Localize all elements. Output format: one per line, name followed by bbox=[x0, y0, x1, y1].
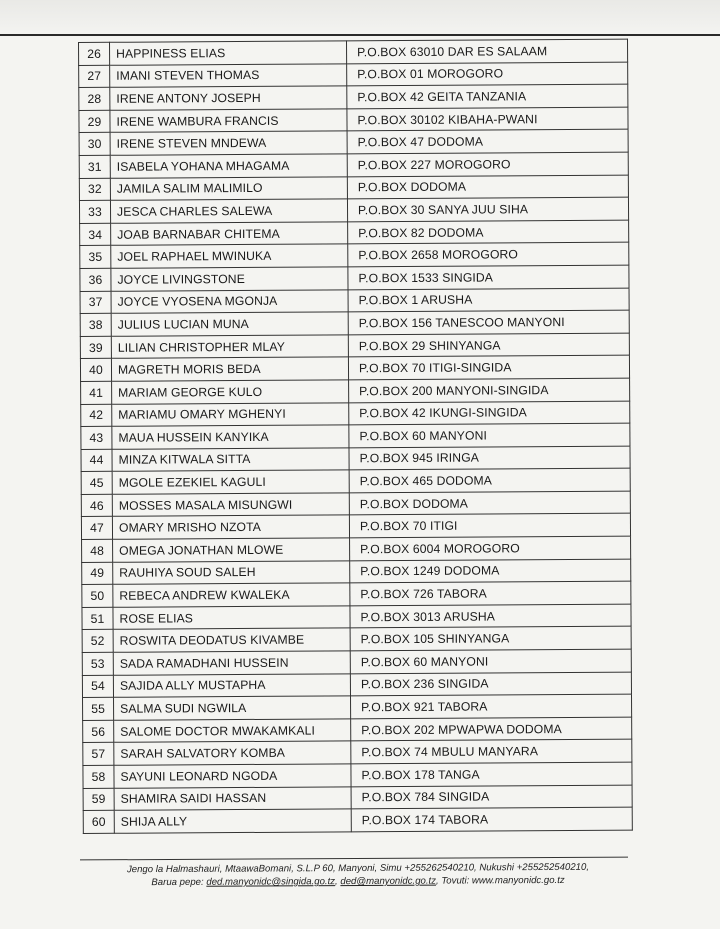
footer-email-label: Barua pepe: bbox=[151, 876, 207, 889]
row-number: 26 bbox=[79, 42, 110, 65]
person-name: IRENE STEVEN MNDEWA bbox=[110, 131, 347, 155]
person-name: SALOME DOCTOR MWAKAMKALI bbox=[114, 719, 351, 743]
header-rule bbox=[0, 34, 720, 36]
row-number: 58 bbox=[83, 765, 114, 788]
person-name: JESCA CHARLES SALEWA bbox=[110, 199, 347, 223]
person-name: SAYUNI LEONARD NGODA bbox=[114, 764, 351, 788]
table-row bbox=[80, 355, 629, 381]
postal-address: P.O.BOX 3013 ARUSHA bbox=[350, 604, 631, 628]
person-name: MOSSES MASALA MISUNGWI bbox=[112, 493, 349, 517]
postal-address: P.O.BOX 42 GEITA TANZANIA bbox=[347, 84, 628, 108]
person-name: JOYCE VYOSENA MGONJA bbox=[111, 289, 348, 313]
person-name: HAPPINESS ELIAS bbox=[110, 41, 347, 65]
person-name: SAJIDA ALLY MUSTAPHA bbox=[113, 673, 350, 697]
postal-address: P.O.BOX 465 DODOMA bbox=[349, 468, 630, 492]
postal-address: P.O.BOX 227 MOROGORO bbox=[347, 152, 628, 176]
footer-address-line: Jengo la Halmashauri, MtaawaBomani, S.L.P 60, Manyoni, Simu +255262540210, Nukushi +255252540210, bbox=[126, 861, 590, 876]
table-row bbox=[81, 401, 630, 427]
table-row bbox=[83, 717, 632, 743]
postal-address: P.O.BOX 156 TANESCOO MANYONI bbox=[348, 310, 629, 334]
postal-address: P.O.BOX 74 MBULU MANYARA bbox=[351, 740, 632, 764]
table-row bbox=[82, 604, 631, 630]
postal-address: P.O.BOX 2658 MOROGORO bbox=[348, 242, 629, 266]
row-number: 30 bbox=[79, 133, 110, 156]
table-row bbox=[83, 807, 632, 833]
row-number: 47 bbox=[81, 517, 112, 540]
table-row bbox=[80, 242, 629, 268]
person-name: MGOLE EZEKIEL KAGULI bbox=[112, 470, 349, 494]
address-table-body bbox=[79, 39, 633, 833]
table-row bbox=[82, 559, 631, 585]
person-name: REBECA ANDREW KWALEKA bbox=[113, 583, 350, 607]
footer-email-link-1[interactable]: ded.manyonidc@singida.go.tz bbox=[206, 876, 336, 888]
table-row bbox=[81, 468, 630, 494]
person-name: IMANI STEVEN THOMAS bbox=[110, 63, 347, 87]
table-row bbox=[80, 265, 629, 291]
person-name: JOYCE LIVINGSTONE bbox=[111, 267, 348, 291]
row-number: 28 bbox=[79, 87, 110, 110]
table-row bbox=[82, 672, 631, 698]
postal-address: P.O.BOX 1 ARUSHA bbox=[348, 288, 629, 312]
person-name: JOAB BARNABAR CHITEMA bbox=[111, 222, 348, 246]
row-number: 42 bbox=[81, 404, 112, 427]
postal-address: P.O.BOX 47 DODOMA bbox=[347, 130, 628, 154]
postal-address: P.O.BOX 1533 SINGIDA bbox=[348, 265, 629, 289]
row-number: 32 bbox=[79, 178, 110, 201]
table-row bbox=[80, 288, 629, 314]
table-row bbox=[82, 627, 631, 653]
row-number: 33 bbox=[79, 200, 110, 223]
table-row bbox=[80, 333, 629, 359]
postal-address: P.O.BOX 60 MANYONI bbox=[349, 423, 630, 447]
person-name: JULIUS LUCIAN MUNA bbox=[111, 312, 348, 336]
postal-address: P.O.BOX 202 MPWAPWA DODOMA bbox=[351, 717, 632, 741]
postal-address: P.O.BOX 29 SHINYANGA bbox=[348, 333, 629, 357]
person-name: MINZA KITWALA SITTA bbox=[112, 448, 349, 472]
postal-address: P.O.BOX 236 SINGIDA bbox=[350, 672, 631, 696]
person-name: RAUHIYA SOUD SALEH bbox=[113, 561, 350, 585]
postal-address: P.O.BOX 105 SHINYANGA bbox=[350, 627, 631, 651]
table-row bbox=[79, 175, 628, 201]
postal-address: P.O.BOX 60 MANYONI bbox=[350, 649, 631, 673]
footer-website: , Tovuti: www.manyonidc.go.tz bbox=[435, 874, 565, 887]
postal-address: P.O.BOX 30 SANYA JUU SIHA bbox=[347, 197, 628, 221]
table-row bbox=[79, 107, 628, 133]
row-number: 40 bbox=[80, 359, 111, 382]
row-number: 44 bbox=[81, 449, 112, 472]
person-name: SALMA SUDI NGWILA bbox=[114, 696, 351, 720]
person-name: MARIAM GEORGE KULO bbox=[112, 380, 349, 404]
person-name: OMEGA JONATHAN MLOWE bbox=[113, 538, 350, 562]
person-name: ROSE ELIAS bbox=[113, 606, 350, 630]
row-number: 55 bbox=[83, 698, 114, 721]
table-row bbox=[83, 762, 632, 788]
postal-address: P.O.BOX 30102 KIBAHA-PWANI bbox=[347, 107, 628, 131]
row-number: 52 bbox=[82, 630, 113, 653]
row-number: 57 bbox=[83, 743, 114, 766]
row-number: 59 bbox=[83, 788, 114, 811]
row-number: 38 bbox=[80, 313, 111, 336]
person-name: ROSWITA DEODATUS KIVAMBE bbox=[113, 628, 350, 652]
row-number: 45 bbox=[81, 472, 112, 495]
person-name: LILIAN CHRISTOPHER MLAY bbox=[111, 335, 348, 359]
person-name: OMARY MRISHO NZOTA bbox=[112, 515, 349, 539]
row-number: 36 bbox=[80, 268, 111, 291]
footer-email-link-2[interactable]: ded@manyonidc.go.tz bbox=[340, 875, 437, 888]
postal-address: P.O.BOX 70 ITIGI bbox=[349, 514, 630, 538]
table-row bbox=[79, 62, 628, 88]
table-row bbox=[81, 446, 630, 472]
person-name: MARIAMU OMARY MGHENYI bbox=[112, 402, 349, 426]
postal-address: P.O.BOX 726 TABORA bbox=[350, 581, 631, 605]
person-name: MAGRETH MORIS BEDA bbox=[111, 357, 348, 381]
person-name: SADA RAMADHANI HUSSEIN bbox=[113, 651, 350, 675]
person-name: SHIJA ALLY bbox=[114, 809, 351, 833]
table-row bbox=[82, 536, 631, 562]
row-number: 53 bbox=[82, 652, 113, 675]
table-row bbox=[81, 378, 630, 404]
table-row bbox=[79, 39, 628, 65]
row-number: 29 bbox=[79, 110, 110, 133]
postal-address: P.O.BOX 178 TANGA bbox=[351, 762, 632, 786]
row-number: 48 bbox=[82, 539, 113, 562]
postal-address: P.O.BOX DODOMA bbox=[347, 175, 628, 199]
table-row bbox=[79, 84, 628, 110]
person-name: ISABELA YOHANA MHAGAMA bbox=[110, 154, 347, 178]
table-row bbox=[80, 310, 629, 336]
table-row bbox=[79, 197, 628, 223]
row-number: 27 bbox=[79, 65, 110, 88]
person-name: MAUA HUSSEIN KANYIKA bbox=[112, 425, 349, 449]
postal-address: P.O.BOX DODOMA bbox=[349, 491, 630, 515]
postal-address: P.O.BOX 945 IRINGA bbox=[349, 446, 630, 470]
postal-address: P.O.BOX 70 ITIGI-SINGIDA bbox=[348, 355, 629, 379]
postal-address: P.O.BOX 200 MANYONI-SINGIDA bbox=[349, 378, 630, 402]
row-number: 37 bbox=[80, 291, 111, 314]
person-name: IRENE WAMBURA FRANCIS bbox=[110, 109, 347, 133]
row-number: 41 bbox=[81, 381, 112, 404]
table-row bbox=[82, 581, 631, 607]
person-name: SARAH SALVATORY KOMBA bbox=[114, 741, 351, 765]
postal-address: P.O.BOX 42 IKUNGI-SINGIDA bbox=[349, 401, 630, 425]
row-number: 39 bbox=[80, 336, 111, 359]
row-number: 51 bbox=[82, 607, 113, 630]
footer bbox=[78, 861, 638, 890]
table-row bbox=[80, 220, 629, 246]
postal-address: P.O.BOX 174 TABORA bbox=[351, 807, 632, 831]
table-row bbox=[81, 514, 630, 540]
postal-address: P.O.BOX 6004 MOROGORO bbox=[350, 536, 631, 560]
table-row bbox=[81, 423, 630, 449]
person-name: JOEL RAPHAEL MWINUKA bbox=[111, 244, 348, 268]
person-name: SHAMIRA SAIDI HASSAN bbox=[114, 786, 351, 810]
row-number: 54 bbox=[82, 675, 113, 698]
table-row bbox=[83, 694, 632, 720]
list-sheet bbox=[78, 39, 629, 834]
address-table bbox=[78, 39, 633, 834]
postal-address: P.O.BOX 01 MOROGORO bbox=[347, 62, 628, 86]
person-name: IRENE ANTONY JOSEPH bbox=[110, 86, 347, 110]
footer-separator: , bbox=[335, 876, 341, 888]
table-row bbox=[83, 785, 632, 811]
table-row bbox=[83, 740, 632, 766]
postal-address: P.O.BOX 63010 DAR ES SALAAM bbox=[346, 39, 627, 63]
page-top-edge bbox=[0, 0, 720, 36]
table-row bbox=[79, 130, 628, 156]
table-row bbox=[81, 491, 630, 517]
table-row bbox=[82, 649, 631, 675]
row-number: 35 bbox=[80, 246, 111, 269]
postal-address: P.O.BOX 1249 DODOMA bbox=[350, 559, 631, 583]
table-row bbox=[79, 152, 628, 178]
postal-address: P.O.BOX 921 TABORA bbox=[351, 694, 632, 718]
row-number: 56 bbox=[83, 720, 114, 743]
row-number: 46 bbox=[81, 494, 112, 517]
person-name: JAMILA SALIM MALIMILO bbox=[110, 176, 347, 200]
postal-address: P.O.BOX 82 DODOMA bbox=[348, 220, 629, 244]
postal-address: P.O.BOX 784 SINGIDA bbox=[351, 785, 632, 809]
row-number: 31 bbox=[79, 155, 110, 178]
row-number: 34 bbox=[80, 223, 111, 246]
row-number: 43 bbox=[81, 426, 112, 449]
row-number: 60 bbox=[83, 810, 114, 833]
row-number: 50 bbox=[82, 585, 113, 608]
footer-rule bbox=[80, 857, 628, 861]
footer-contact-line bbox=[78, 874, 638, 890]
row-number: 49 bbox=[82, 562, 113, 585]
